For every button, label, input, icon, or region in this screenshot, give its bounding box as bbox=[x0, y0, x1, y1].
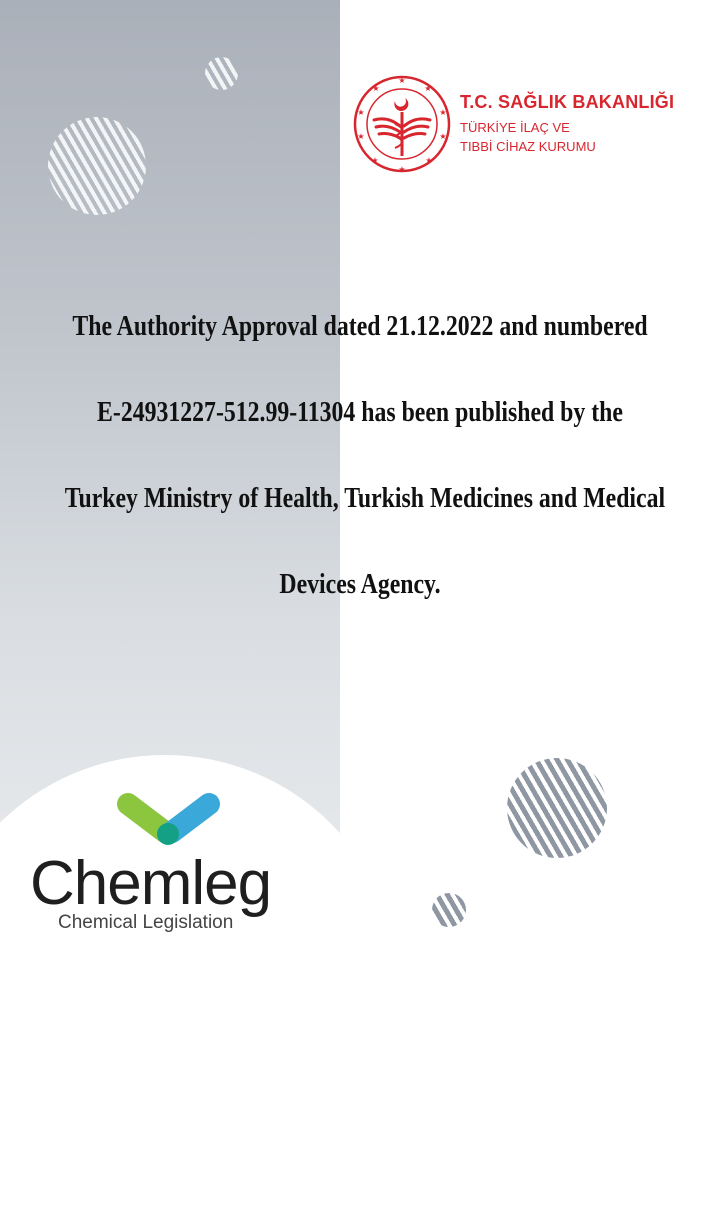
svg-text:★: ★ bbox=[439, 108, 447, 117]
svg-text:★: ★ bbox=[357, 108, 365, 117]
svg-text:★: ★ bbox=[425, 156, 433, 165]
agency-name-line-2: TIBBİ CİHAZ KURUMU bbox=[460, 139, 596, 154]
svg-text:★: ★ bbox=[398, 165, 406, 174]
svg-text:★: ★ bbox=[439, 132, 447, 141]
striped-circle-large-decoration bbox=[48, 117, 146, 215]
striped-circle-dark-small-decoration bbox=[432, 893, 466, 927]
brand-name: Chemleg bbox=[30, 849, 272, 918]
announcement-line-1: The Authority Approval dated 21.12.2022 and numbered bbox=[72, 310, 648, 342]
announcement-line-4: Devices Agency. bbox=[279, 568, 441, 600]
agency-name-line-1: TÜRKİYE İLAÇ VE bbox=[460, 120, 570, 135]
svg-text:★: ★ bbox=[372, 84, 380, 93]
ministry-name: T.C. SAĞLIK BAKANLIĞI bbox=[460, 92, 675, 112]
svg-text:★: ★ bbox=[398, 76, 406, 85]
striped-circle-small-decoration bbox=[205, 57, 238, 90]
announcement-line-2: E-24931227-512.99-11304 has been published by the bbox=[97, 396, 623, 428]
chemleg-mark-icon bbox=[110, 786, 230, 846]
announcement-line-3: Turkey Ministry of Health, Turkish Medicines and Medical bbox=[64, 482, 666, 514]
brand-tagline: Chemical Legislation bbox=[58, 912, 234, 933]
chemleg-logo bbox=[30, 786, 330, 946]
ministry-header bbox=[352, 74, 712, 174]
ministry-seal-icon bbox=[352, 74, 452, 174]
announcement-text bbox=[0, 293, 720, 637]
svg-text:★: ★ bbox=[371, 156, 379, 165]
svg-text:★: ★ bbox=[357, 132, 365, 141]
striped-circle-dark-decoration bbox=[507, 758, 607, 858]
svg-text:★: ★ bbox=[424, 84, 432, 93]
